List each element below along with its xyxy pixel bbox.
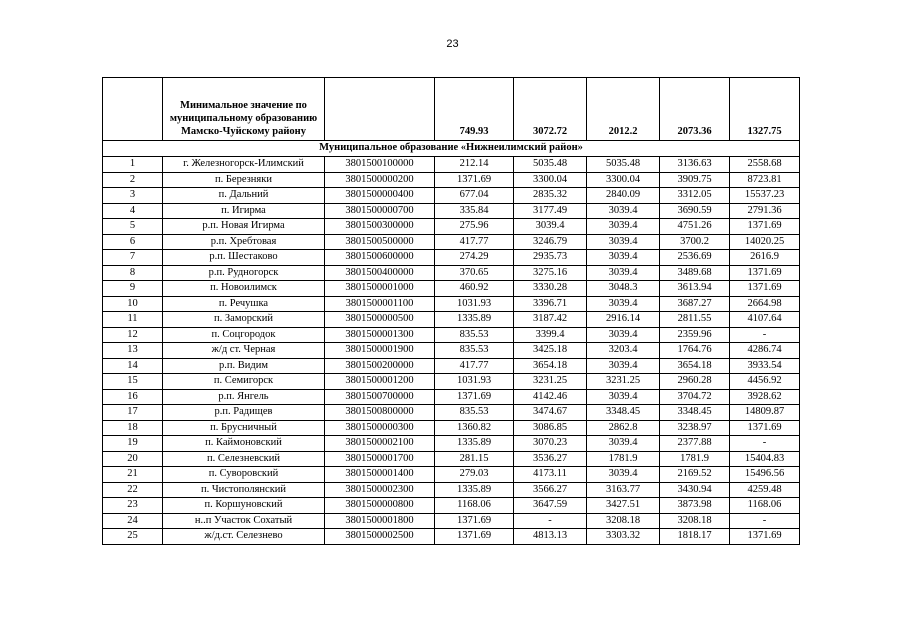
value-2: 3039.4 <box>514 219 587 235</box>
table-row <box>103 172 800 188</box>
value-4: 3909.75 <box>660 172 730 188</box>
settlement-name: р.п. Видим <box>163 358 325 374</box>
summary-value-1: 749.93 <box>435 78 514 141</box>
value-4: 2377.88 <box>660 436 730 452</box>
table-row <box>103 234 800 250</box>
settlement-name: р.п. Шестаково <box>163 250 325 266</box>
value-3: 3203.4 <box>587 343 660 359</box>
summary-value-2: 3072.72 <box>514 78 587 141</box>
table-row <box>103 203 800 219</box>
summary-row <box>103 78 800 141</box>
value-3: 3231.25 <box>587 374 660 390</box>
table-row <box>103 482 800 498</box>
value-5: 4286.74 <box>730 343 800 359</box>
oktmo-code: 3801500001700 <box>325 451 435 467</box>
value-1: 677.04 <box>435 188 514 204</box>
table-row <box>103 188 800 204</box>
value-2: 5035.48 <box>514 157 587 173</box>
row-number: 20 <box>103 451 163 467</box>
value-1: 1168.06 <box>435 498 514 514</box>
value-4: 3348.45 <box>660 405 730 421</box>
value-3: 2840.09 <box>587 188 660 204</box>
value-3: 3039.4 <box>587 203 660 219</box>
settlement-name: п. Игирма <box>163 203 325 219</box>
value-1: 835.53 <box>435 343 514 359</box>
row-number: 17 <box>103 405 163 421</box>
settlement-name: п. Заморский <box>163 312 325 328</box>
value-1: 1371.69 <box>435 172 514 188</box>
value-1: 275.96 <box>435 219 514 235</box>
value-4: 3136.63 <box>660 157 730 173</box>
oktmo-code: 3801500000500 <box>325 312 435 328</box>
summary-value-5: 1327.75 <box>730 78 800 141</box>
value-5: 1371.69 <box>730 529 800 545</box>
value-4: 3430.94 <box>660 482 730 498</box>
section-title: Муниципальное образование «Нижнеилимский район» <box>103 141 800 157</box>
oktmo-code: 3801500300000 <box>325 219 435 235</box>
settlement-name: г. Железногорск-Илимский <box>163 157 325 173</box>
value-3: 3039.4 <box>587 358 660 374</box>
settlement-name: н..п Участок Сохатый <box>163 513 325 529</box>
value-3: 3208.18 <box>587 513 660 529</box>
value-4: 3690.59 <box>660 203 730 219</box>
value-3: 3048.3 <box>587 281 660 297</box>
table-row <box>103 389 800 405</box>
oktmo-code: 3801500001900 <box>325 343 435 359</box>
value-5: 2791.36 <box>730 203 800 219</box>
summary-value-3: 2012.2 <box>587 78 660 141</box>
value-5: 15537.23 <box>730 188 800 204</box>
value-3: 3039.4 <box>587 219 660 235</box>
row-number: 22 <box>103 482 163 498</box>
value-4: 1818.17 <box>660 529 730 545</box>
value-2: 3275.16 <box>514 265 587 281</box>
value-5: - <box>730 513 800 529</box>
oktmo-code: 3801500000800 <box>325 498 435 514</box>
row-number: 6 <box>103 234 163 250</box>
value-3: 3039.4 <box>587 389 660 405</box>
value-3: 2916.14 <box>587 312 660 328</box>
value-2: 3396.71 <box>514 296 587 312</box>
settlement-name: п. Коршуновский <box>163 498 325 514</box>
settlement-name: ж/д ст. Черная <box>163 343 325 359</box>
row-number: 21 <box>103 467 163 483</box>
table-row <box>103 343 800 359</box>
value-3: 3039.4 <box>587 265 660 281</box>
value-4: 3238.97 <box>660 420 730 436</box>
value-4: 1781.9 <box>660 451 730 467</box>
oktmo-code: 3801500600000 <box>325 250 435 266</box>
oktmo-code: 3801500002100 <box>325 436 435 452</box>
oktmo-code: 3801500000300 <box>325 420 435 436</box>
table-row <box>103 281 800 297</box>
row-number: 23 <box>103 498 163 514</box>
row-number: 1 <box>103 157 163 173</box>
oktmo-code: 3801500001100 <box>325 296 435 312</box>
value-1: 1371.69 <box>435 529 514 545</box>
oktmo-code: 3801500200000 <box>325 358 435 374</box>
value-1: 417.77 <box>435 234 514 250</box>
settlement-name: п. Суворовский <box>163 467 325 483</box>
value-2: 3566.27 <box>514 482 587 498</box>
oktmo-code: 3801500001300 <box>325 327 435 343</box>
value-2: 3425.18 <box>514 343 587 359</box>
table-row <box>103 312 800 328</box>
value-1: 1371.69 <box>435 389 514 405</box>
value-4: 1764.76 <box>660 343 730 359</box>
settlement-name: п. Речушка <box>163 296 325 312</box>
value-1: 417.77 <box>435 358 514 374</box>
table-row <box>103 420 800 436</box>
row-number: 4 <box>103 203 163 219</box>
row-number: 3 <box>103 188 163 204</box>
section-header-row <box>103 141 800 157</box>
row-number: 2 <box>103 172 163 188</box>
row-number: 14 <box>103 358 163 374</box>
table-row <box>103 374 800 390</box>
value-1: 279.03 <box>435 467 514 483</box>
value-4: 3489.68 <box>660 265 730 281</box>
value-2: 4173.11 <box>514 467 587 483</box>
settlement-name: п. Березняки <box>163 172 325 188</box>
table-row <box>103 265 800 281</box>
oktmo-code: 3801500002500 <box>325 529 435 545</box>
value-2: 4813.13 <box>514 529 587 545</box>
value-4: 3654.18 <box>660 358 730 374</box>
value-4: 3873.98 <box>660 498 730 514</box>
page-number: 23 <box>446 38 459 50</box>
row-number: 12 <box>103 327 163 343</box>
value-3: 3300.04 <box>587 172 660 188</box>
table-row <box>103 498 800 514</box>
value-3: 3039.4 <box>587 327 660 343</box>
value-3: 1781.9 <box>587 451 660 467</box>
value-3: 3303.32 <box>587 529 660 545</box>
row-number: 9 <box>103 281 163 297</box>
value-4: 3700.2 <box>660 234 730 250</box>
value-5: 14020.25 <box>730 234 800 250</box>
value-1: 460.92 <box>435 281 514 297</box>
oktmo-code: 3801500001400 <box>325 467 435 483</box>
value-5: 4107.64 <box>730 312 800 328</box>
value-5: 1371.69 <box>730 219 800 235</box>
value-5: 4456.92 <box>730 374 800 390</box>
value-4: 3613.94 <box>660 281 730 297</box>
oktmo-code: 3801500700000 <box>325 389 435 405</box>
settlement-name: п. Соцгородок <box>163 327 325 343</box>
oktmo-code: 3801500100000 <box>325 157 435 173</box>
table-row <box>103 451 800 467</box>
row-number: 16 <box>103 389 163 405</box>
value-3: 2862.8 <box>587 420 660 436</box>
value-5: 4259.48 <box>730 482 800 498</box>
value-2: 3231.25 <box>514 374 587 390</box>
value-3: 5035.48 <box>587 157 660 173</box>
value-5: 15496.56 <box>730 467 800 483</box>
value-5: 2664.98 <box>730 296 800 312</box>
table-row <box>103 250 800 266</box>
value-3: 3348.45 <box>587 405 660 421</box>
oktmo-code: 3801500001200 <box>325 374 435 390</box>
settlement-name: п. Семигорск <box>163 374 325 390</box>
settlement-name: ж/д.ст. Селезнево <box>163 529 325 545</box>
oktmo-code: 3801500500000 <box>325 234 435 250</box>
value-3: 3039.4 <box>587 436 660 452</box>
value-1: 335.84 <box>435 203 514 219</box>
row-number: 19 <box>103 436 163 452</box>
summary-empty-code <box>325 78 435 141</box>
summary-value-4: 2073.36 <box>660 78 730 141</box>
summary-label: Минимальное значение по муниципальному образованию Мамско-Чуйскому району <box>163 78 325 141</box>
value-1: 1371.69 <box>435 513 514 529</box>
value-1: 835.53 <box>435 327 514 343</box>
value-5: 14809.87 <box>730 405 800 421</box>
value-1: 281.15 <box>435 451 514 467</box>
row-number: 5 <box>103 219 163 235</box>
value-2: 3474.67 <box>514 405 587 421</box>
row-number: 7 <box>103 250 163 266</box>
value-2: 3654.18 <box>514 358 587 374</box>
value-2: 3647.59 <box>514 498 587 514</box>
value-3: 3039.4 <box>587 296 660 312</box>
row-number: 18 <box>103 420 163 436</box>
table-row <box>103 405 800 421</box>
settlement-name: п. Дальний <box>163 188 325 204</box>
oktmo-code: 3801500002300 <box>325 482 435 498</box>
row-number: 10 <box>103 296 163 312</box>
settlement-name: р.п. Рудногорск <box>163 265 325 281</box>
value-4: 2169.52 <box>660 467 730 483</box>
value-2: 3177.49 <box>514 203 587 219</box>
value-4: 3687.27 <box>660 296 730 312</box>
value-3: 3039.4 <box>587 467 660 483</box>
row-number: 8 <box>103 265 163 281</box>
value-2: 3086.85 <box>514 420 587 436</box>
value-5: 1168.06 <box>730 498 800 514</box>
value-1: 1335.89 <box>435 312 514 328</box>
value-1: 1335.89 <box>435 482 514 498</box>
value-2: 2835.32 <box>514 188 587 204</box>
value-1: 835.53 <box>435 405 514 421</box>
table-row <box>103 513 800 529</box>
value-5: 1371.69 <box>730 420 800 436</box>
oktmo-code: 3801500000700 <box>325 203 435 219</box>
table-row <box>103 327 800 343</box>
oktmo-code: 3801500400000 <box>325 265 435 281</box>
value-1: 274.29 <box>435 250 514 266</box>
summary-empty-cell <box>103 78 163 141</box>
value-5: 3933.54 <box>730 358 800 374</box>
value-3: 3039.4 <box>587 250 660 266</box>
oktmo-code: 3801500000400 <box>325 188 435 204</box>
value-2: 3300.04 <box>514 172 587 188</box>
table-row <box>103 358 800 374</box>
value-2: 3070.23 <box>514 436 587 452</box>
oktmo-code: 3801500000200 <box>325 172 435 188</box>
tariff-table <box>102 77 800 545</box>
value-5: - <box>730 436 800 452</box>
value-5: 3928.62 <box>730 389 800 405</box>
value-4: 2960.28 <box>660 374 730 390</box>
value-2: 3246.79 <box>514 234 587 250</box>
settlement-name: р.п. Радищев <box>163 405 325 421</box>
value-1: 1031.93 <box>435 296 514 312</box>
row-number: 24 <box>103 513 163 529</box>
value-2: 3330.28 <box>514 281 587 297</box>
value-2: - <box>514 513 587 529</box>
table-row <box>103 219 800 235</box>
row-number: 13 <box>103 343 163 359</box>
value-4: 4751.26 <box>660 219 730 235</box>
value-5: 8723.81 <box>730 172 800 188</box>
row-number: 11 <box>103 312 163 328</box>
value-4: 3312.05 <box>660 188 730 204</box>
value-2: 3187.42 <box>514 312 587 328</box>
value-2: 3536.27 <box>514 451 587 467</box>
row-number: 15 <box>103 374 163 390</box>
value-3: 3163.77 <box>587 482 660 498</box>
table-row <box>103 157 800 173</box>
value-1: 212.14 <box>435 157 514 173</box>
settlement-name: р.п. Хребтовая <box>163 234 325 250</box>
value-5: 1371.69 <box>730 281 800 297</box>
settlement-name: р.п. Новая Игирма <box>163 219 325 235</box>
value-1: 370.65 <box>435 265 514 281</box>
settlement-name: р.п. Янгель <box>163 389 325 405</box>
row-number: 25 <box>103 529 163 545</box>
settlement-name: п. Селезневский <box>163 451 325 467</box>
table-row <box>103 467 800 483</box>
value-4: 3704.72 <box>660 389 730 405</box>
value-5: 1371.69 <box>730 265 800 281</box>
value-2: 4142.46 <box>514 389 587 405</box>
settlement-name: п. Брусничный <box>163 420 325 436</box>
value-1: 1360.82 <box>435 420 514 436</box>
value-5: 2616.9 <box>730 250 800 266</box>
value-1: 1031.93 <box>435 374 514 390</box>
value-5: 15404.83 <box>730 451 800 467</box>
value-1: 1335.89 <box>435 436 514 452</box>
value-4: 3208.18 <box>660 513 730 529</box>
value-2: 3399.4 <box>514 327 587 343</box>
settlement-name: п. Чистополянский <box>163 482 325 498</box>
settlement-name: п. Новоилимск <box>163 281 325 297</box>
value-4: 2359.96 <box>660 327 730 343</box>
value-2: 2935.73 <box>514 250 587 266</box>
value-5: - <box>730 327 800 343</box>
settlement-name: п. Каймоновский <box>163 436 325 452</box>
value-4: 2536.69 <box>660 250 730 266</box>
value-4: 2811.55 <box>660 312 730 328</box>
oktmo-code: 3801500800000 <box>325 405 435 421</box>
value-5: 2558.68 <box>730 157 800 173</box>
table-row <box>103 296 800 312</box>
value-3: 3427.51 <box>587 498 660 514</box>
table-row <box>103 436 800 452</box>
oktmo-code: 3801500001000 <box>325 281 435 297</box>
oktmo-code: 3801500001800 <box>325 513 435 529</box>
value-3: 3039.4 <box>587 234 660 250</box>
table-row <box>103 529 800 545</box>
